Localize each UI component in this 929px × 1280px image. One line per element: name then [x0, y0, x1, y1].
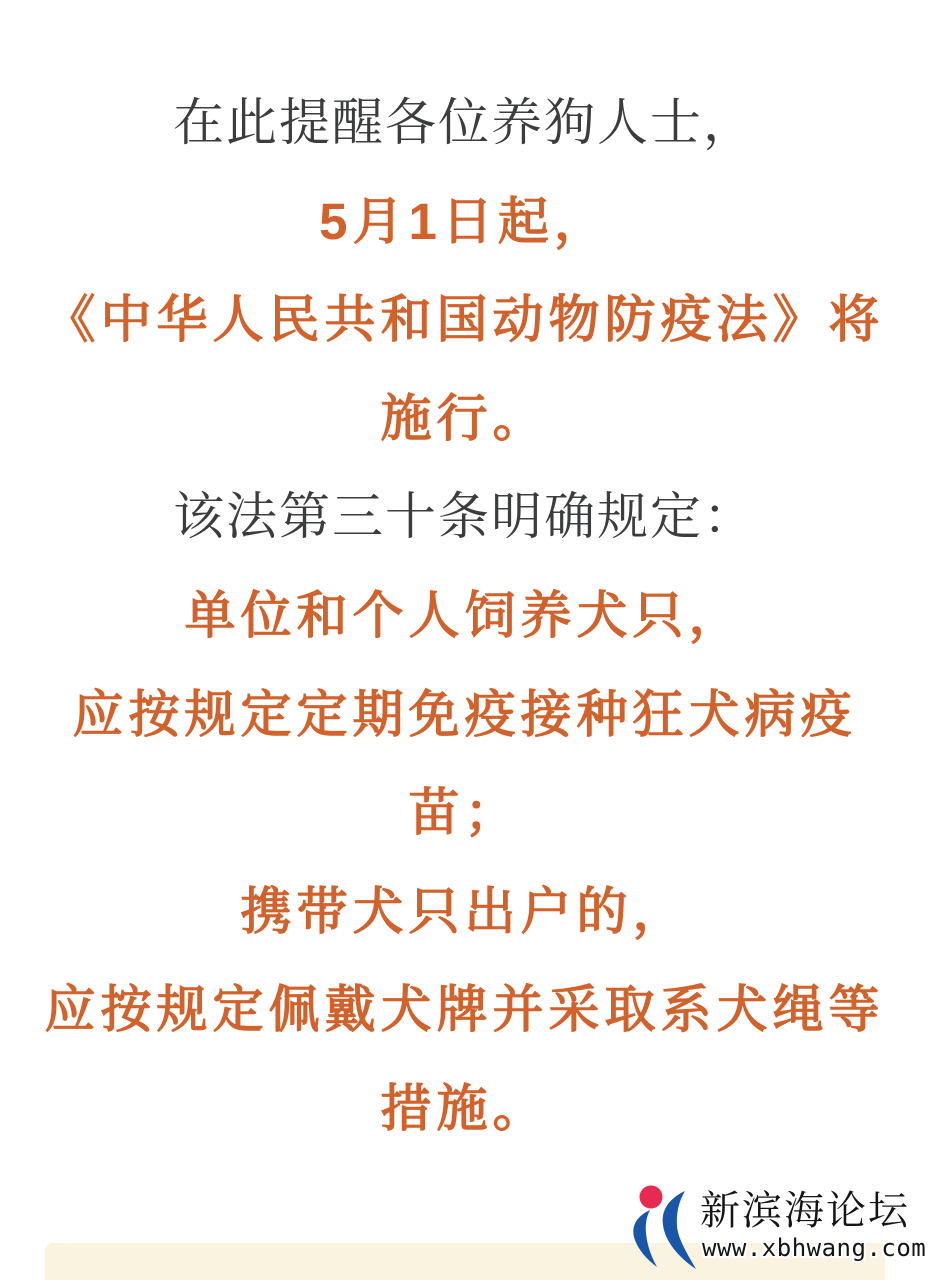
article-line: 应按规定定期免疫接种狂犬病疫: [72, 685, 857, 743]
article-line: 应按规定佩戴犬牌并采取系犬绳等: [44, 981, 885, 1039]
article-line: 单位和个人饲养犬只，: [184, 586, 745, 644]
article-line: 该法第三十条明确规定：: [172, 488, 756, 546]
article-line: 《中华人民共和国动物防疫法》将: [44, 291, 885, 349]
article-body: [0, 74, 929, 1159]
article-line: 施行。: [380, 389, 549, 447]
article-line: 携带犬只出户的，: [240, 882, 689, 940]
forum-watermark: [622, 1178, 929, 1280]
article-line: 苗；: [408, 784, 521, 842]
forum-name-text: 新滨海论坛: [700, 1189, 910, 1233]
forum-url-text: www.xbhwang.com: [702, 1234, 927, 1262]
forum-logo-icon: [622, 1178, 712, 1273]
article-line: 在此提醒各位养狗人士，: [172, 94, 756, 151]
article-line: 5月1日起，: [319, 192, 610, 250]
article-line: 措施。: [380, 1079, 549, 1137]
